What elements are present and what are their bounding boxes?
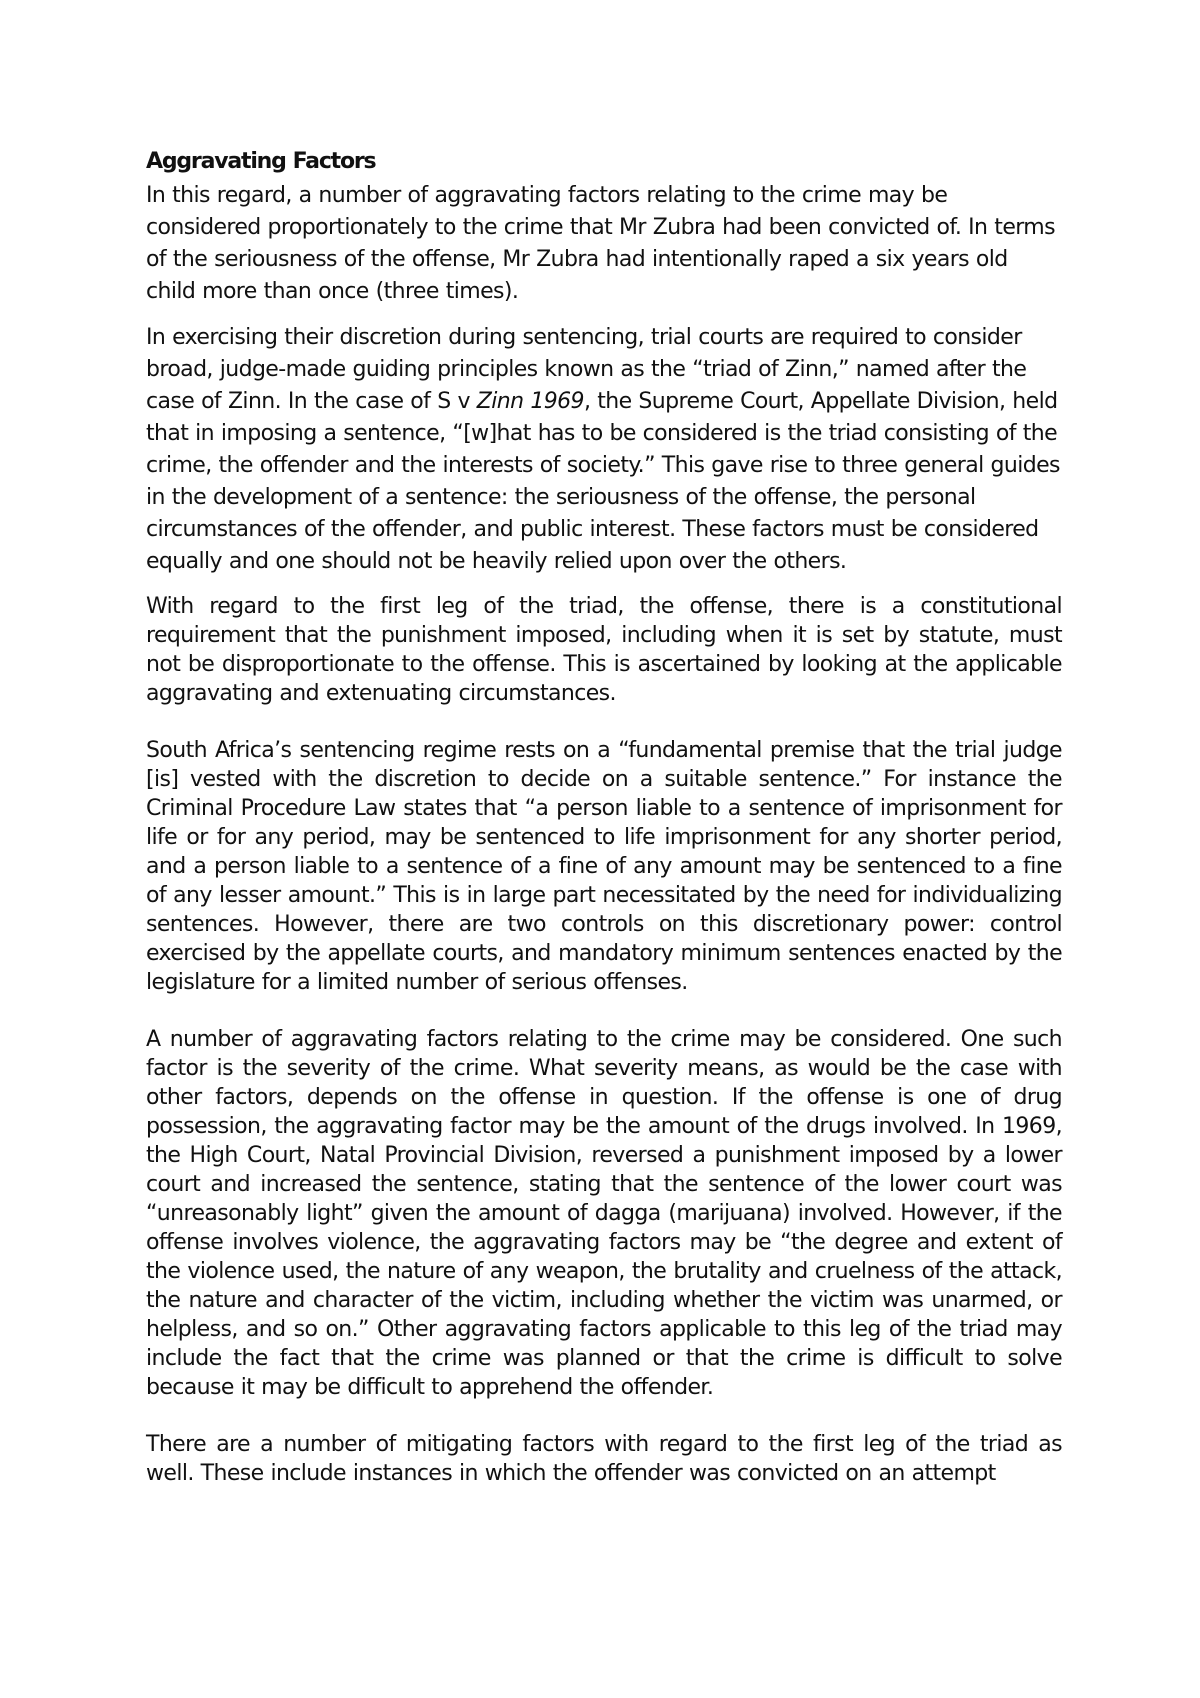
paragraph-first-leg: With regard to the first leg of the triad, the offense, there is a constitutional requirement that the punishment imposed, including when it is set by statute, must not be disproportionate to the offense. This is ascertained by looking at the applicable aggravating and extenuating circumstances. bbox=[146, 594, 1062, 706]
case-citation: Zinn 1969 bbox=[476, 389, 584, 414]
paragraph-mitigating-factors: There are a number of mitigating factors with regard to the first leg of the triad as well. These include instances in which the offender was convicted on an attempt bbox=[146, 1432, 1062, 1486]
paragraph-intro: In this regard, a number of aggravating factors relating to the crime may be considered proportionately to the crime that Mr Zubra had been convicted of. In terms of the seriousness of the offense, Mr Zubra had intentionally raped a six years old child more than once (three times). bbox=[146, 183, 1055, 304]
paragraph-sentencing-regime: South Africa’s sentencing regime rests on a “fundamental premise that the trial judge [is] vested with the discretion to decide on a suitable sentence.” For instance the Criminal Procedure Law states that “a person liable to a sentence of imprisonment for life or for any period, may be sentenced to life imprisonment for any shorter period, and a person liable to a sentence of a fine of any amount may be sentenced to a fine of any lesser amount.” This is in large part necessitated by the need for individualizing sentences. However, there are two controls on this discretionary power: control exercised by the appellate courts, and mandatory minimum sentences enacted by the legislature for a limited number of serious offenses. bbox=[146, 738, 1062, 995]
document-body bbox=[146, 146, 1062, 1488]
paragraph-aggravating-factors: A number of aggravating factors relating to the crime may be considered. One such factor is the severity of the crime. What severity means, as would be the case with other factors, depends on the offense in question. If the offense is one of drug possession, the aggravating factor may be the amount of the drugs involved. In 1969, the High Court, Natal Provincial Division, reversed a punishment imposed by a lower court and increased the sentence, stating that the sentence of the lower court was “unreasonably light” given the amount of dagga (marijuana) involved. However, if the offense involves violence, the aggravating factors may be “the degree and extent of the violence used, the nature of any weapon, the brutality and cruelness of the attack, the nature and character of the victim, including whether the victim was unarmed, or helpless, and so on.” Other aggravating factors applicable to this leg of the triad may include the fact that the crime was planned or that the crime is difficult to solve because it may be difficult to apprehend the offender. bbox=[146, 1027, 1062, 1400]
paragraph-triad-text-a: In exercising their discretion during sentencing, trial courts are required to consider broad, judge-made guiding principles known as the “triad of Zinn,” named after the case of Zinn. In the case of S v bbox=[146, 325, 1027, 414]
paragraph-triad-of-zinn bbox=[146, 322, 1062, 578]
section-heading: Aggravating Factors bbox=[146, 149, 376, 174]
paragraph-triad-text-b: , the Supreme Court, Appellate Division, held that in imposing a sentence, “[w]hat has to be considered is the triad consisting of the crime, the offender and the interests of society.” This gave rise to three general guides in the development of a sentence: the seriousness of the offense, the personal circumstances of the offender, and public interest. These factors must be considered equally and one should not be heavily relied upon over the others. bbox=[146, 389, 1060, 574]
